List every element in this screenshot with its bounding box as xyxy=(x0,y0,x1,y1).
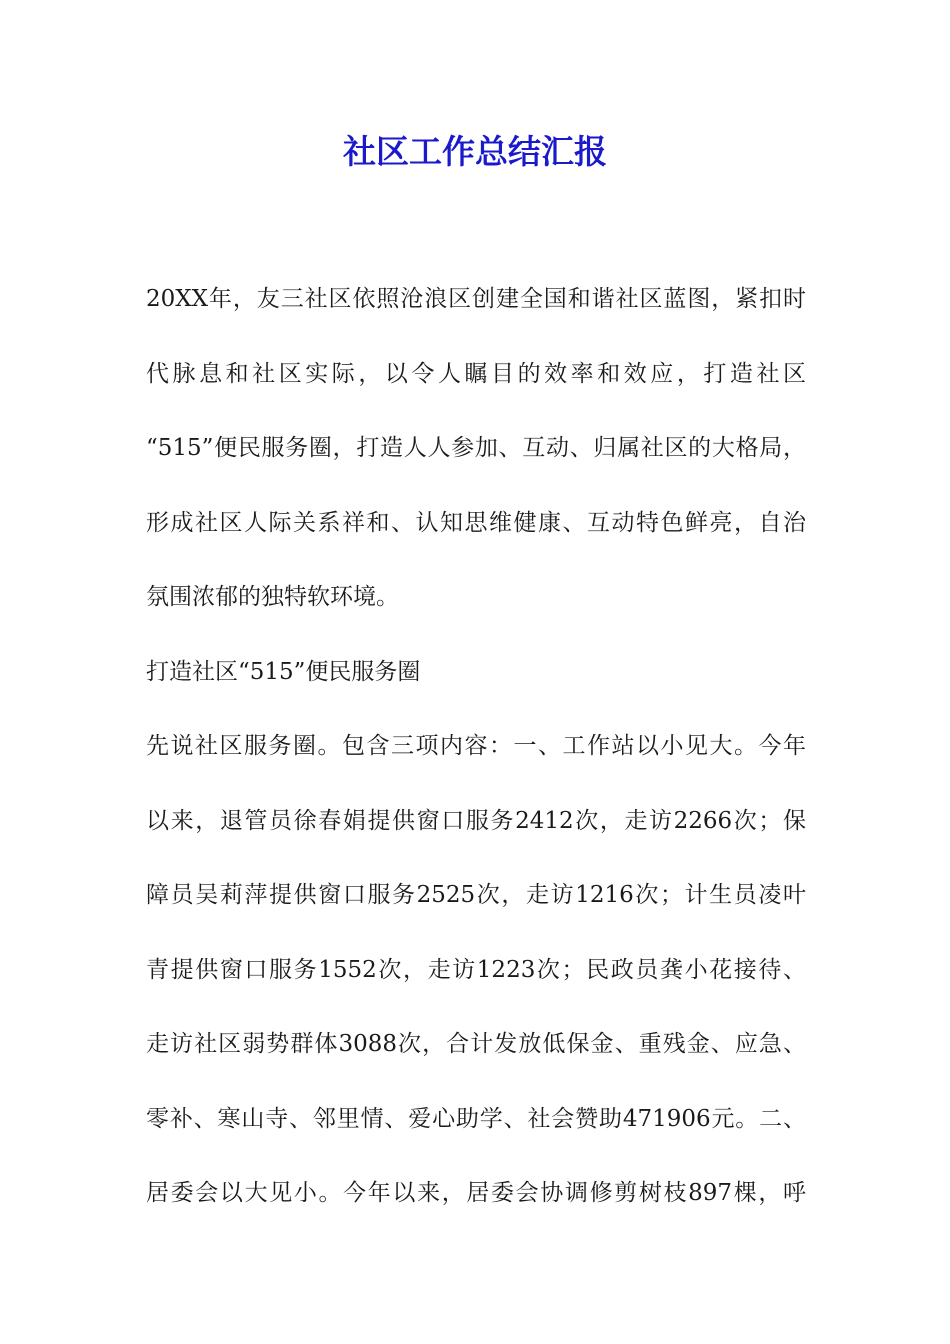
body-line: 障员吴莉萍提供窗口服务2525次，走访1216次；计生员凌叶 xyxy=(146,882,806,908)
body-line: 先说社区服务圈。包含三项内容：一、工作站以小见大。今年 xyxy=(146,733,806,759)
body-line: 青提供窗口服务1552次，走访1223次；民政员龚小花接待、 xyxy=(146,956,806,983)
body-line: 代脉息和社区实际，以令人瞩目的效率和效应，打造社区 xyxy=(146,360,806,387)
body-line: 氛围浓郁的独特软环境。 xyxy=(146,584,399,610)
section-heading: 打造社区“515”便民服务圈 xyxy=(146,658,421,685)
body-line: “515”便民服务圈，打造人人参加、互动、归属社区的大格局， xyxy=(146,435,806,461)
document-title: 社区工作总结汇报 xyxy=(343,132,607,171)
body-line: 居委会以大见小。今年以来，居委会协调修剪树枝897棵，呼 xyxy=(146,1180,806,1206)
document-body xyxy=(146,262,806,1231)
body-line: 走访社区弱势群体3088次，合计发放低保金、重残金、应急、 xyxy=(146,1031,806,1057)
body-line: 以来，退管员徐春娟提供窗口服务2412次，走访2266次；保 xyxy=(146,807,806,834)
body-line: 形成社区人际关系祥和、认知思维健康、互动特色鲜亮，自治 xyxy=(146,509,806,536)
body-line: 20XX年，友三社区依照沧浪区创建全国和谐社区蓝图，紧扣时 xyxy=(146,286,806,312)
body-line: 零补、寒山寺、邻里情、爱心助学、社会赞助471906元。二、 xyxy=(146,1105,806,1132)
